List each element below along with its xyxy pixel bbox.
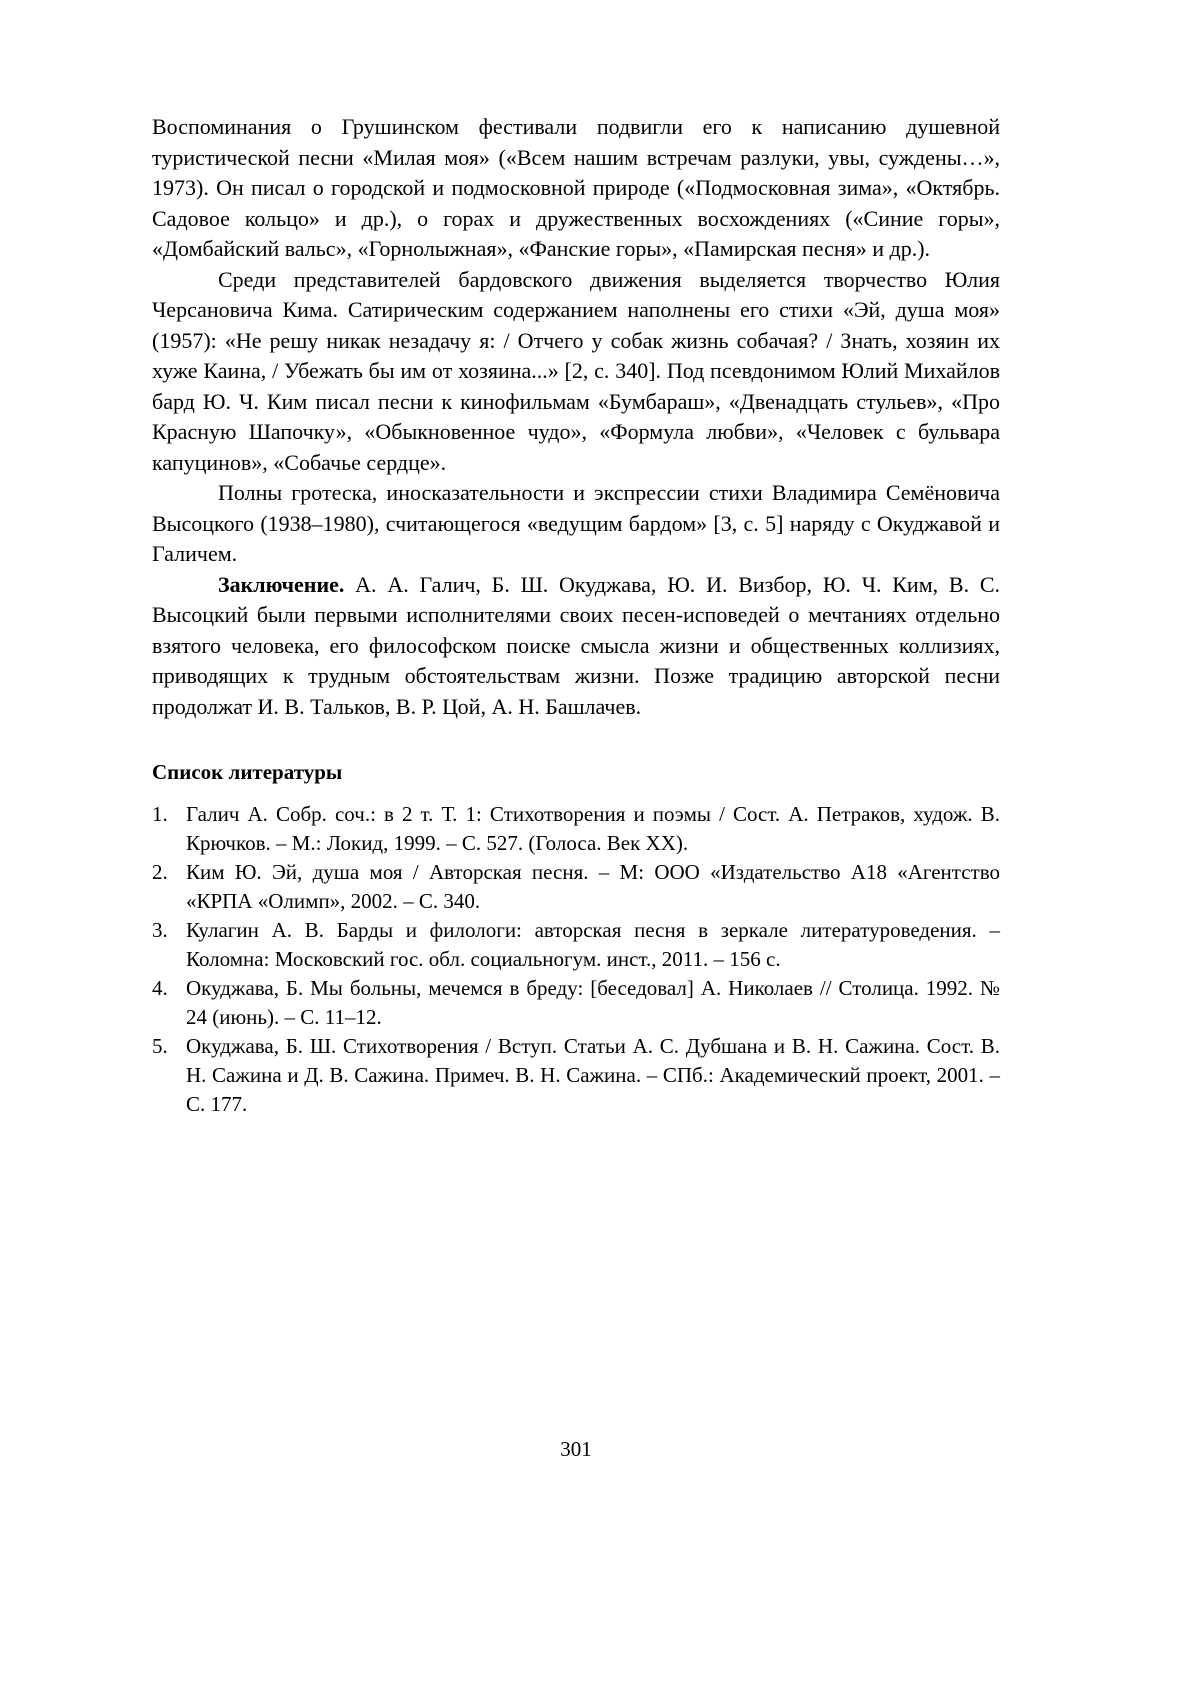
reference-text: Окуджава, Б. Ш. Стихотворения / Вступ. Статьи А. С. Дубшана и В. Н. Сажина. Сост. В. Н. Сажина и Д. В. Сажина. Примеч. В. Н. Сажина. – СПб.: Академический проект, 2001. – С. 177. — [186, 1034, 1000, 1116]
paragraph-1: Воспоминания о Грушинском фестивали подвигли его к написанию душевной туристической песни «Милая моя» («Всем нашим встречам разлуки, увы, суждены…», 1973). Он писал о городской и подмосковной природе («Подмосковная зима», «Октябрь. Садовое кольцо» и др.), о горах и дружественных восхождениях («Синие горы», «Домбайский вальс», «Горнолыжная», «Фанские горы», «Памирская песня» и др.). — [152, 114, 1000, 261]
references-heading: Список литературы — [152, 760, 343, 784]
reference-item — [152, 858, 1000, 916]
reference-number: 4. — [152, 976, 168, 1000]
paragraph-2: Среди представителей бардовского движения выделяется творчество Юлия Черсановича Кима. Сатирическим содержанием наполнены его стихи «Эй, душа моя» (1957): «Не решу никак незадачу я: / Отчего у собак жизнь собачая? / Знать, хозяин их хуже Каина, / Убежать бы им от хозяина...» [2, с. 340]. Под псевдонимом Юлий Михайлов бард Ю. Ч. Ким писал песни к кинофильмам «Бумбараш», «Двенадцать стульев», «Про Красную Шапочку», «Обыкновенное чудо», «Формула любви», «Человек с бульвара капуцинов», «Собачье сердце». — [152, 266, 1000, 475]
reference-item — [152, 916, 1000, 974]
reference-text: Окуджава, Б. Мы больны, мечемся в бреду: [беседовал] А. Николаев // Столица. 1992. № 24 (июнь). – С. 11–12. — [186, 976, 1000, 1029]
reference-item — [152, 1032, 1000, 1119]
reference-text: Галич А. Собр. соч.: в 2 т. Т. 1: Стихотворения и поэмы / Сост. А. Петраков, худож. В. Крючков. – М.: Локид, 1999. – С. 527. (Голоса. Век XX). — [186, 802, 1000, 855]
reference-number: 3. — [152, 918, 168, 942]
reference-text: Кулагин А. В. Барды и филологи: авторская песня в зеркале литературоведения. – Коломна: Московский гос. обл. социальногум. инст., 2011. – 156 с. — [186, 918, 1000, 971]
reference-number: 5. — [152, 1034, 168, 1058]
text-block — [152, 112, 1000, 1119]
paragraph-conclusion — [152, 570, 1000, 723]
conclusion-label: Заключение. — [218, 571, 345, 597]
reference-number: 1. — [152, 802, 168, 826]
references-list — [152, 800, 1000, 1119]
reference-item — [152, 800, 1000, 858]
reference-number: 2. — [152, 860, 168, 884]
paragraph-3: Полны гротеска, иносказательности и экспрессии стихи Владимира Семёновича Высоцкого (1938–1980), считающегося «ведущим бардом» [3, с. 5] наряду с Окуджавой и Галичем. — [152, 480, 1000, 566]
page-number: 301 — [560, 1437, 592, 1461]
conclusion-text: А. А. Галич, Б. Ш. Окуджава, Ю. И. Визбор, Ю. Ч. Ким, В. С. Высоцкий были первыми исполнителями своих песен-исповедей о мечтаниях отдельно взятого человека, его философском поиске смысла жизни и общественных коллизиях, приводящих к трудным обстоятельствам жизни. Позже традицию авторской песни продолжат И. В. Тальков, В. Р. Цой, А. Н. Башлачев. — [152, 571, 1001, 719]
reference-item — [152, 974, 1000, 1032]
reference-text: Ким Ю. Эй, душа моя / Авторская песня. – М: ООО «Издательство А18 «Агентство «КРПА «Олимп», 2002. – С. 340. — [186, 860, 1000, 913]
